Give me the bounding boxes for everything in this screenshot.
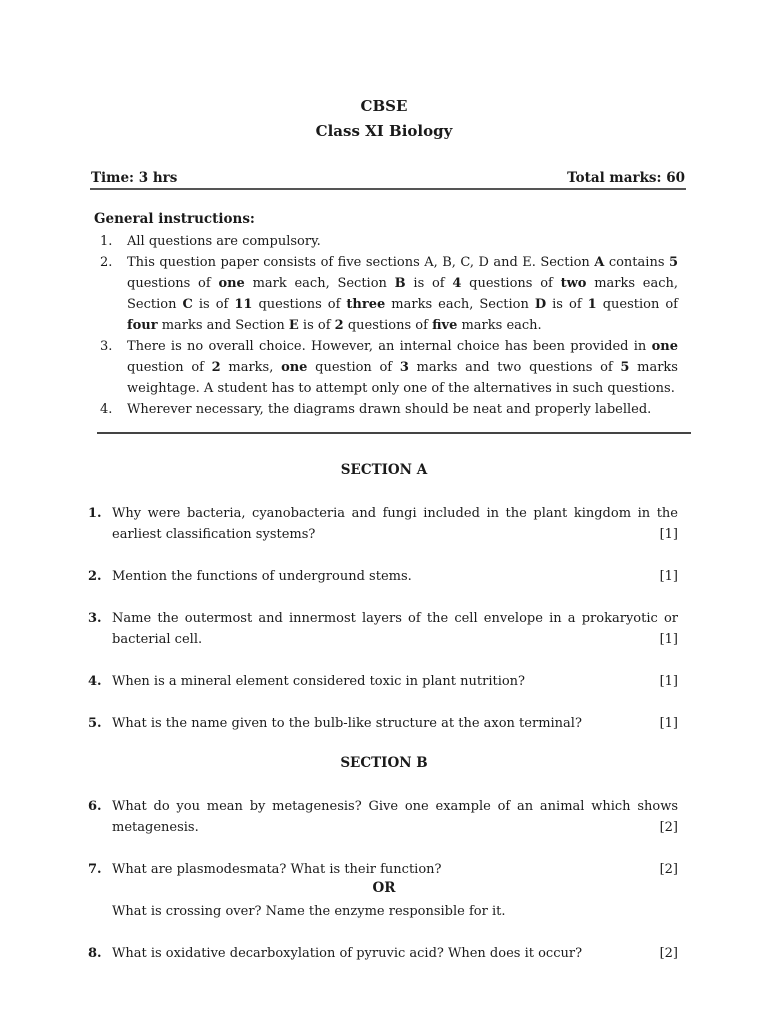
time-label: Time: 3 hrs xyxy=(91,170,178,186)
question-item xyxy=(88,608,678,650)
question-text: metagenesis. xyxy=(112,820,199,835)
or-label: OR xyxy=(372,880,396,896)
question-text: What is the name given to the bulb-like structure at the axon terminal? xyxy=(112,716,582,731)
instruction-number: 4. xyxy=(100,402,113,417)
instructions-list xyxy=(96,231,678,420)
question-item xyxy=(88,713,678,734)
alternative-question-text: What is crossing over? Name the enzyme responsible for it. xyxy=(112,904,506,919)
instruction-text: There is no overall choice. However, an internal choice has been provided in one question of 2 marks, one question of 3 marks and two questions of 5 marks weightage. A student has to attempt only one of the alternatives in such questions. xyxy=(127,339,678,396)
instruction-item xyxy=(96,231,678,252)
question-number: 5. xyxy=(88,716,102,731)
instruction-number: 3. xyxy=(100,339,113,354)
instruction-item xyxy=(96,252,678,336)
marks-label: [2] xyxy=(659,946,678,961)
section-b-heading: SECTION B xyxy=(340,755,428,771)
question-number: 4. xyxy=(88,674,102,689)
marks-label: [1] xyxy=(659,716,678,731)
marks-label: [1] xyxy=(659,527,678,542)
question-number: 6. xyxy=(88,799,102,814)
marks-label: [1] xyxy=(659,674,678,689)
total-marks-label: Total marks: 60 xyxy=(567,170,685,186)
instruction-number: 2. xyxy=(100,255,113,270)
question-number: 8. xyxy=(88,946,102,961)
marks-label: [2] xyxy=(659,820,678,835)
marks-label: [1] xyxy=(659,569,678,584)
instruction-text: Wherever necessary, the diagrams drawn should be neat and properly labelled. xyxy=(127,402,652,417)
question-text: What do you mean by metagenesis? Give one example of an animal which shows xyxy=(112,799,678,814)
header-divider xyxy=(90,188,686,190)
instruction-item xyxy=(96,399,678,420)
question-text: What are plasmodesmata? What is their function? xyxy=(112,862,442,877)
question-text: bacterial cell. xyxy=(112,632,203,647)
question-text: earliest classification systems? xyxy=(112,527,316,542)
question-text: When is a mineral element considered toxic in plant nutrition? xyxy=(112,674,526,689)
instruction-text: This question paper consists of five sections A, B, C, D and E. Section A contains 5 questions of one mark each, Section B is of 4 questions of two marks each, Section C is of 11 questions of three marks each, Section D is of 1 question of four marks and Section E is of 2 questions of five marks each. xyxy=(127,255,679,333)
question-number: 3. xyxy=(88,611,102,626)
question-item xyxy=(88,943,678,964)
subject-title: Class XI Biology xyxy=(315,122,453,140)
question-number: 7. xyxy=(88,862,102,877)
board-title: CBSE xyxy=(360,97,408,115)
question-text: Mention the functions of underground stems. xyxy=(112,569,412,584)
section-a-heading: SECTION A xyxy=(340,462,428,478)
question-item xyxy=(88,859,678,880)
question-number: 1. xyxy=(88,506,102,521)
marks-label: [2] xyxy=(659,862,678,877)
instructions-heading: General instructions: xyxy=(94,211,255,227)
instructions-divider xyxy=(97,432,691,434)
question-item xyxy=(88,796,678,838)
question-item xyxy=(88,671,678,692)
question-text: Why were bacteria, cyanobacteria and fungi included in the plant kingdom in the xyxy=(112,506,678,521)
exam-meta-row xyxy=(91,170,685,186)
marks-label: [1] xyxy=(659,632,678,647)
question-text: Name the outermost and innermost layers of the cell envelope in a prokaryotic or xyxy=(112,611,678,626)
question-item xyxy=(88,503,678,545)
question-number: 2. xyxy=(88,569,102,584)
question-text: What is oxidative decarboxylation of pyruvic acid? When does it occur? xyxy=(112,946,583,961)
instruction-item xyxy=(96,336,678,399)
instruction-text: All questions are compulsory. xyxy=(127,234,321,249)
question-item xyxy=(88,566,678,587)
instruction-number: 1. xyxy=(100,234,113,249)
